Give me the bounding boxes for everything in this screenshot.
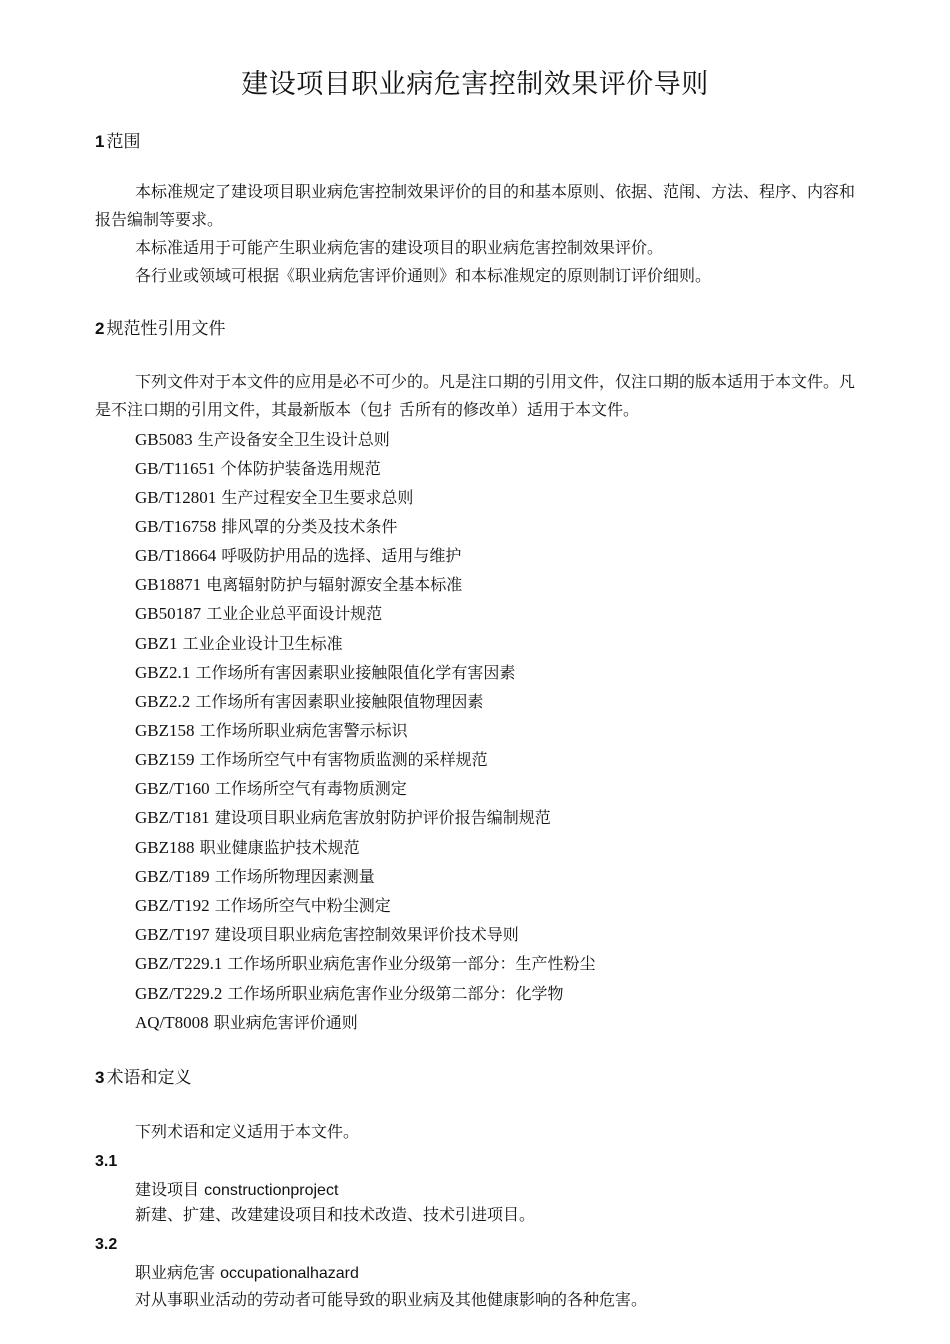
reference-title: 工作场所职业病危害作业分级第二部分：化学物 (227, 984, 564, 1003)
reference-item (135, 573, 462, 597)
section-title: 规范性引用文件 (106, 319, 226, 339)
reference-title: 职业健康监护技术规范 (199, 838, 360, 857)
reference-item (135, 719, 408, 743)
reference-item (135, 777, 407, 801)
reference-code: GBZ2.1 (135, 663, 191, 682)
reference-item (135, 515, 397, 539)
term-zh: 职业病危害 (135, 1263, 216, 1282)
reference-code: GBZ/T160 (135, 779, 210, 798)
reference-title: 工作场所职业病危害作业分级第一部分：生产性粉尘 (227, 954, 596, 973)
reference-item (135, 952, 595, 976)
reference-code: AQ/T8008 (135, 1013, 209, 1032)
reference-title: 建设项目职业病危害控制效果评价技术导则 (214, 925, 519, 944)
section-1-paragraph-3: 各行业或领域可根据《职业病危害评价通则》和本标准规定的原则制订评价细则。 (135, 266, 712, 285)
reference-title: 职业病危害评价通则 (213, 1013, 358, 1032)
reference-code: GBZ/T197 (135, 925, 210, 944)
reference-item (135, 982, 563, 1006)
reference-item (135, 602, 382, 626)
reference-title: 个体防护装备选用规范 (220, 459, 381, 478)
reference-title: 工作场所空气有毒物质测定 (214, 779, 407, 798)
reference-item (135, 661, 515, 685)
section-title: 术语和定义 (106, 1068, 192, 1088)
reference-code: GBZ158 (135, 721, 195, 740)
reference-item (135, 894, 391, 918)
reference-item (135, 690, 483, 714)
reference-item (135, 1011, 358, 1035)
section-2-intro: 下列文件对于本文件的应用是必不可少的。凡是注口期的引用文件，仅注口期的版本适用于本文件。凡是不注口期的引用文件，其最新版本（包扌舌所有的修改单）适用于本文件。 (95, 372, 856, 419)
reference-title: 工作场所物理因素测量 (214, 867, 375, 886)
reference-code: GBZ/T192 (135, 896, 210, 915)
term-name (135, 1261, 359, 1286)
reference-item (135, 428, 390, 452)
reference-title: 工作场所空气中有害物质监测的采样规范 (199, 750, 488, 769)
reference-item (135, 486, 413, 510)
term-definition: 对从事职业活动的劳动者可能导致的职业病及其他健康影响的各种危害。 (135, 1290, 648, 1309)
reference-code: GBZ159 (135, 750, 195, 769)
reference-code: GB5083 (135, 430, 193, 449)
reference-item (135, 836, 360, 860)
reference-title: 建设项目职业病危害放射防护评价报告编制规范 (214, 808, 551, 827)
reference-code: GB/T11651 (135, 459, 216, 478)
section-title: 范围 (106, 132, 141, 152)
section-3-heading (95, 1066, 191, 1090)
reference-code: GBZ/T229.2 (135, 984, 223, 1003)
reference-code: GB/T18664 (135, 546, 217, 565)
reference-title: 工作场所空气中粉尘测定 (214, 896, 391, 915)
reference-item (135, 923, 519, 947)
section-1-heading (95, 130, 140, 154)
term-number: 3.1 (95, 1153, 118, 1170)
reference-code: GB18871 (135, 575, 202, 594)
reference-code: GBZ1 (135, 634, 178, 653)
reference-item (135, 544, 461, 568)
reference-code: GB/T16758 (135, 517, 217, 536)
reference-title: 呼吸防护用品的选择、适用与维护 (221, 546, 462, 565)
reference-code: GBZ188 (135, 838, 195, 857)
section-2-heading (95, 317, 225, 341)
reference-title: 生产过程安全卫生要求总则 (221, 488, 414, 507)
reference-title: 工业企业设计卫生标准 (182, 634, 343, 653)
term-number: 3.2 (95, 1236, 118, 1253)
reference-code: GBZ/T189 (135, 867, 210, 886)
reference-title: 工作场所有害因素职业接触限值化学有害因素 (195, 663, 516, 682)
section-number: 3 (95, 1068, 105, 1087)
reference-item (135, 632, 343, 656)
reference-item (135, 457, 381, 481)
reference-title: 生产设备安全卫生设计总则 (197, 430, 390, 449)
section-3-intro: 下列术语和定义适用于本文件。 (135, 1122, 360, 1141)
term-definition: 新建、扩建、改建建设项目和技术改造、技术引进项目。 (135, 1205, 536, 1224)
section-1-paragraph-2: 本标准适用于可能产生职业病危害的建设项目的职业病危害控制效果评价。 (135, 238, 664, 257)
reference-code: GB/T12801 (135, 488, 217, 507)
document-title: 建设项目职业病危害控制效果评价导则 (241, 69, 709, 100)
reference-item (135, 806, 551, 830)
reference-title: 工业企业总平面设计规范 (206, 604, 383, 623)
term-en: occupationalhazard (220, 1265, 359, 1282)
reference-title: 电离辐射防护与辐射源安全基本标准 (206, 575, 463, 594)
reference-code: GBZ/T181 (135, 808, 210, 827)
reference-title: 工作场所职业病危害警示标识 (199, 721, 408, 740)
term-name (135, 1178, 338, 1203)
term-en: constructionproject (204, 1182, 339, 1199)
term-zh: 建设项目 (135, 1180, 200, 1199)
section-number: 1 (95, 132, 105, 151)
reference-title: 排风罩的分类及技术条件 (221, 517, 398, 536)
reference-item (135, 748, 488, 772)
section-1-paragraph-1: 本标准规定了建设项目职业病危害控制效果评价的目的和基本原则、依据、范闱、方法、程序、内容和报告编制等要求。 (95, 182, 856, 229)
reference-title: 工作场所有害因素职业接触限值物理因素 (195, 692, 484, 711)
reference-code: GB50187 (135, 604, 202, 623)
reference-code: GBZ2.2 (135, 692, 191, 711)
section-number: 2 (95, 319, 105, 338)
reference-item (135, 865, 375, 889)
reference-code: GBZ/T229.1 (135, 954, 223, 973)
